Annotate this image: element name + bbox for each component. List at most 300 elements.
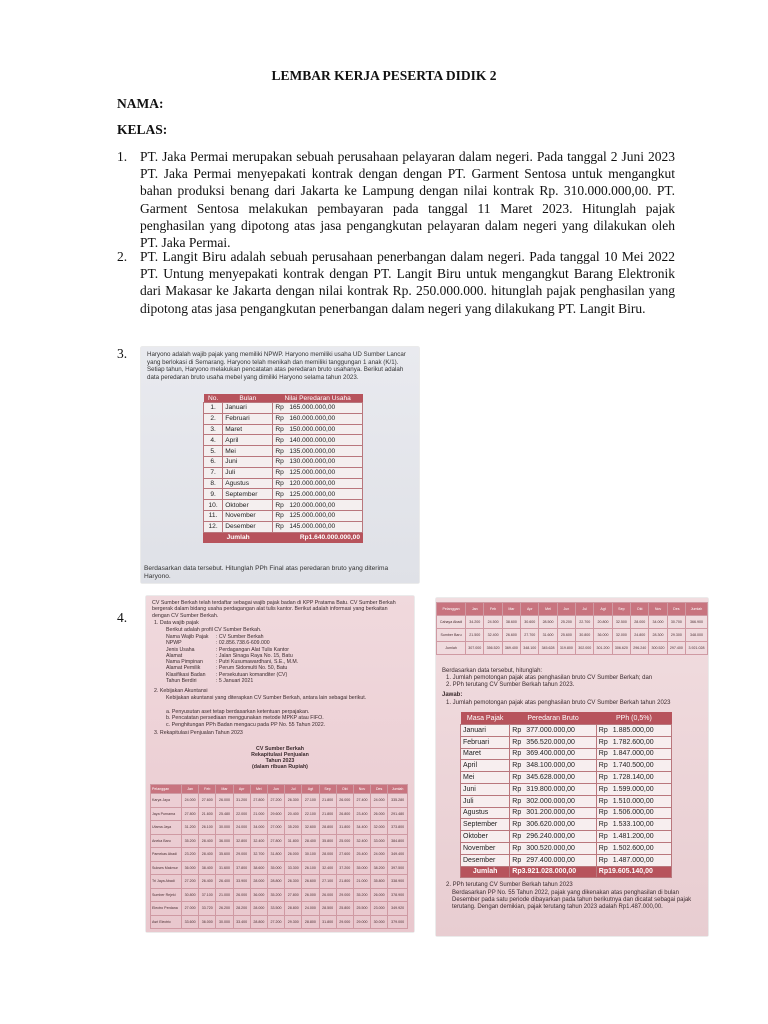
table-row xyxy=(461,725,672,737)
pph-value: 1.487.000,00 xyxy=(612,856,654,864)
rp-label: Rp xyxy=(598,821,608,829)
table-cell: 24.800 xyxy=(631,629,649,642)
question-3-number: 3. xyxy=(117,346,128,361)
rp-label: Rp xyxy=(512,738,522,746)
total-label: Jumlah xyxy=(204,532,273,543)
table-row xyxy=(437,642,708,655)
question-text: PT. Jaka Permai merupakan sebuah perusahaan pelayaran dalam negeri. Pada tanggal 2 Juni 2023 PT. Jaka Permai menyepakati kontrak dengan dengan PT. Garment Sentosa untuk mengangkut bahan produksi benang dari Jakarta ke Lampung dengan nilai kontrak Rp. 310.000.000,00. PT. Garment Sentosa melakukan pembayaran pada tanggal 11 Maret 2023. Hitunglah pajak penghasilan yang dipotong atas jasa pengangkutan pelayaran dalam negeri yang dilakukan oleh PT. Jaka Permai. xyxy=(140,149,675,251)
table-cell: 369.400 xyxy=(502,642,520,655)
rp-label: Rp xyxy=(598,844,608,852)
table-header xyxy=(437,603,708,616)
rekap-title: CV Sumber Berkah xyxy=(256,746,304,752)
row-pph xyxy=(596,795,671,807)
table-cell: 31.200 xyxy=(182,821,199,835)
row-bulan: September xyxy=(223,489,273,500)
table-cell: 356.520 xyxy=(484,642,502,655)
row-no: 5. xyxy=(204,446,223,457)
table-row xyxy=(151,915,408,929)
table-cell: 24.000 xyxy=(371,848,388,862)
header-cell: Jan xyxy=(182,785,199,794)
table-cell: 33.400 xyxy=(233,915,250,929)
row-nilai: 150.000.000,00 xyxy=(287,424,362,435)
rekap-table-continued xyxy=(436,602,708,655)
table-cell: 26.000 xyxy=(285,848,302,862)
table-cell: 32.000 xyxy=(371,821,388,835)
table-row xyxy=(437,616,708,629)
bruto-value: 300.520.000,00 xyxy=(526,844,575,852)
pph-value: 1.506.000,00 xyxy=(612,809,654,817)
table-cell: 29.300 xyxy=(667,629,685,642)
table-cell: 28.000 xyxy=(319,848,336,862)
row-bulan: Mei xyxy=(223,446,273,457)
row-pph xyxy=(596,748,671,760)
table-cell: 30.000 xyxy=(216,821,233,835)
rp-label: Rp xyxy=(598,797,608,805)
table-cell: 34.200 xyxy=(466,616,484,629)
table-cell: 30.700 xyxy=(667,616,685,629)
section-2-sub: Kebijakan akuntansi yang diterapkan CV Sumber Berkah, antara lain sebagai berikut. xyxy=(166,695,367,701)
table-cell: 26.000 xyxy=(371,807,388,821)
table-cell: 26.000 xyxy=(233,888,250,902)
table-header xyxy=(204,394,363,403)
rp-label: Rp xyxy=(512,785,522,793)
table-cell: 28.800 xyxy=(285,902,302,916)
table-cell: 30.100 xyxy=(302,848,319,862)
row-bulan: Agustus xyxy=(223,478,273,489)
question-1 xyxy=(117,148,675,251)
row-rp: Rp xyxy=(273,403,288,414)
row-bruto xyxy=(510,736,596,748)
table-cell: 21.800 xyxy=(319,794,336,808)
table-cell: 21.000 xyxy=(216,888,233,902)
table-cell: 27.100 xyxy=(319,875,336,889)
page-title: LEMBAR KERJA PESERTA DIDIK 2 xyxy=(271,68,497,83)
row-masa: Januari xyxy=(461,725,510,737)
section-3-title: 3. Rekapitulasi Penjualan Tahun 2023 xyxy=(154,730,243,736)
total-bruto: Rp3.921.028.000,00 xyxy=(510,866,596,878)
row-bulan: April xyxy=(223,435,273,446)
bruto-value: 301.200.000,00 xyxy=(526,809,575,817)
table-cell: 26.100 xyxy=(302,861,319,875)
photo-intro-text: Haryono adalah wajib pajak yang memiliki NPWP. Haryono memiliki usaha UD Sumber Lancar yang berlokasi di Semarang. Haryono telah menikah dan memiliki tanggungan 1 anak (K/1). Setiap tahun, Haryono melakukan pencatatan atas peredaran bruto usahanya. Berikut adalah data peredaran bruto usaha mebel yang dimiliki Haryono selama tahun 2023. xyxy=(147,351,406,381)
rp-label: Rp xyxy=(598,762,608,770)
table-row xyxy=(204,478,363,489)
rp-label: Rp xyxy=(512,762,522,770)
table-cell: 28.800 xyxy=(250,915,267,929)
table-cell: Jaya Purnama xyxy=(151,807,182,821)
policy-list xyxy=(166,709,325,728)
table-row xyxy=(461,831,672,843)
table-cell: 30.800 xyxy=(182,888,199,902)
table-cell: 26.400 xyxy=(216,875,233,889)
table-row xyxy=(204,424,363,435)
row-rp: Rp xyxy=(273,456,288,467)
table-cell: 32.000 xyxy=(612,629,630,642)
bruto-value: 302.000.000,00 xyxy=(526,797,575,805)
table-row xyxy=(204,413,363,424)
rp-label: Rp xyxy=(598,738,608,746)
row-nilai: 135.000.000,00 xyxy=(287,446,362,457)
table-cell: 37.200 xyxy=(336,861,353,875)
rp-label: Rp xyxy=(512,726,522,734)
table-cell: Sumber Baru xyxy=(437,629,466,642)
table-cell: 31.800 xyxy=(285,834,302,848)
table-cell: Tri Jaya Abadi xyxy=(151,875,182,889)
header-cell: Pelanggan xyxy=(437,603,466,616)
profile-key: Nama Pimpinan xyxy=(166,659,203,666)
table-cell: 349.400 xyxy=(388,848,408,862)
table-cell: 345.628 xyxy=(539,642,557,655)
row-no: 2. xyxy=(204,413,223,424)
pph-value: 1.481.200,00 xyxy=(612,833,654,841)
intro-text: Berdasarkan data tersebut, hitunglah: xyxy=(442,668,543,674)
row-rp: Rp xyxy=(273,510,288,521)
table-cell: 28.800 xyxy=(267,875,284,889)
table-cell: 24.000 xyxy=(371,794,388,808)
policy-item: c. Penghitungan PPh Badan mengacu pada PP No. 55 Tahun 2022. xyxy=(166,721,326,728)
table-cell: 35.200 xyxy=(267,888,284,902)
row-bulan: Januari xyxy=(223,403,273,414)
header-cell: Sep xyxy=(612,603,630,616)
table-header xyxy=(151,785,408,794)
row-rp: Rp xyxy=(273,467,288,478)
table-cell: 35.800 xyxy=(319,834,336,848)
row-rp: Rp xyxy=(273,435,288,446)
table-cell: 33.300 xyxy=(285,861,302,875)
table-row xyxy=(461,772,672,784)
table-cell: 32.600 xyxy=(302,821,319,835)
table-cell: 27.200 xyxy=(267,915,284,929)
table-cell: 301.200 xyxy=(594,642,612,655)
header-cell: Nov xyxy=(353,785,370,794)
rp-label: Rp xyxy=(598,726,608,734)
rp-label: Rp xyxy=(512,750,522,758)
profile-value: : 02.856.738.6-609.000 xyxy=(216,640,270,647)
table-cell: Cahaya Abadi xyxy=(437,616,466,629)
table-cell: 31.600 xyxy=(539,629,557,642)
table-cell: 27.800 xyxy=(182,807,199,821)
row-pph xyxy=(596,760,671,772)
header-cell: Okt xyxy=(336,785,353,794)
header-cell: Jul xyxy=(576,603,594,616)
profile-value: : Putri Kusumawardhani, S.E., M.M. xyxy=(216,659,299,666)
row-bulan: Maret xyxy=(223,424,273,435)
table-cell: 29.000 xyxy=(353,915,370,929)
table-cell: 21.500 xyxy=(466,629,484,642)
table-cell: 38.400 xyxy=(199,861,216,875)
section-1-sub: Berikut adalah profil CV Sumber Berkah. xyxy=(166,627,262,633)
row-nilai: 125.000.000,00 xyxy=(287,489,362,500)
pph-value: 1.533.100,00 xyxy=(612,821,654,829)
row-no: 12. xyxy=(204,521,223,532)
header-cell: Mar xyxy=(216,785,233,794)
table-row xyxy=(151,875,408,889)
header-cell: Agt xyxy=(302,785,319,794)
table-cell: 302.000 xyxy=(576,642,594,655)
row-no: 10. xyxy=(204,500,223,511)
row-no: 6. xyxy=(204,456,223,467)
table-cell: 335.280 xyxy=(388,794,408,808)
table-cell: 29.000 xyxy=(336,915,353,929)
total-label: Jumlah xyxy=(461,866,510,878)
profile-key: Klasifikasi Badan xyxy=(166,671,206,678)
table-cell: Pamekas Abadi xyxy=(151,848,182,862)
table-cell: 26.400 xyxy=(199,875,216,889)
table-row xyxy=(204,456,363,467)
table-row xyxy=(151,821,408,835)
photo-question-text: Berdasarkan data tersebut. Hitunglah PPh Final atas peredaran bruto yang diterima Haryono. xyxy=(144,565,389,580)
rp-label: Rp xyxy=(512,809,522,817)
row-nilai: 120.000.000,00 xyxy=(287,500,362,511)
table-cell: 26.800 xyxy=(336,807,353,821)
pph-value: 1.510.000,00 xyxy=(612,797,654,805)
row-no: 1. xyxy=(204,403,223,414)
table-cell: 26.000 xyxy=(216,794,233,808)
table-cell: 27.200 xyxy=(182,875,199,889)
header-cell: Pelanggan xyxy=(151,785,182,794)
table-cell: 3.921.028 xyxy=(686,642,708,655)
table-header xyxy=(461,712,672,725)
row-nilai: 140.000.000,00 xyxy=(287,435,362,446)
row-rp: Rp xyxy=(273,446,288,457)
table-cell: 26.600 xyxy=(502,629,520,642)
table-cell: 24.000 xyxy=(302,902,319,916)
header-cell: Feb xyxy=(199,785,216,794)
table-cell: 25.800 xyxy=(336,902,353,916)
table-row xyxy=(151,834,408,848)
rp-label: Rp xyxy=(598,750,608,758)
table-cell: 29.000 xyxy=(233,848,250,862)
table-row xyxy=(461,736,672,748)
table-cell: 384.800 xyxy=(388,834,408,848)
table-row xyxy=(461,760,672,772)
table-cell: 31.800 xyxy=(319,915,336,929)
jawab-label: Jawab: xyxy=(442,692,463,698)
table-row xyxy=(204,500,363,511)
table-cell: 27.400 xyxy=(353,794,370,808)
table-cell: 379.000 xyxy=(388,915,408,929)
rp-label: Rp xyxy=(598,856,608,864)
row-rp: Rp xyxy=(273,500,288,511)
profile-row xyxy=(166,678,298,684)
table-cell: 21.800 xyxy=(336,875,353,889)
table-row xyxy=(151,794,408,808)
rp-label: Rp xyxy=(598,833,608,841)
table-cell: 30.000 xyxy=(216,915,233,929)
table-row xyxy=(204,435,363,446)
header-cell: Jan xyxy=(466,603,484,616)
row-masa: Desember xyxy=(461,854,510,866)
question-text: PT. Langit Biru adalah sebuah perusahaan penerbangan dalam negeri. Pada tanggal 10 Mei 2022 PT. Untung menyepakati kontrak dengan PT. Langit Biru untuk mengangkut Barang Elektronik dari Makasar ke Jakarta dengan nilai kontrak Rp. 250.000.000. hitunglah pajak penghasilan yang dipotong atas jasa pengangkutan penerbangan dalam negeri yang dilakukang PT. Langit Biru. xyxy=(140,249,675,316)
row-bruto xyxy=(510,807,596,819)
table-cell: 25.500 xyxy=(353,902,370,916)
table-cell: 26.000 xyxy=(319,888,336,902)
rekap-sub1: Rekapitulasi Penjualan xyxy=(251,752,309,758)
header-cell: Jumlah xyxy=(686,603,708,616)
table-row xyxy=(204,467,363,478)
table-cell: 373.800 xyxy=(388,821,408,835)
row-masa: Juli xyxy=(461,795,510,807)
row-masa: Mei xyxy=(461,772,510,784)
row-bulan: Februari xyxy=(223,413,273,424)
table-cell: 397.500 xyxy=(388,861,408,875)
table-cell: 27.700 xyxy=(521,629,539,642)
total-row xyxy=(461,866,672,878)
profile-key: Alamat Pemilik xyxy=(166,665,201,672)
row-bulan: Juni xyxy=(223,456,273,467)
table-cell: 37.100 xyxy=(199,888,216,902)
table-row xyxy=(461,854,672,866)
table-cell: 35.600 xyxy=(216,848,233,862)
table-cell: 36.000 xyxy=(216,834,233,848)
rp-label: Rp xyxy=(512,797,522,805)
table-cell: 30.800 xyxy=(576,629,594,642)
table-cell: 25.480 xyxy=(216,807,233,821)
table-cell: 24.000 xyxy=(233,821,250,835)
table-cell: 33.720 xyxy=(199,902,216,916)
total-value: Rp1.640.000.000,00 xyxy=(273,532,363,543)
profile-key: Alamat xyxy=(166,652,183,659)
answer-2-text: Berdasarkan PP No. 55 Tahun 2022, pajak yang dikenakan atas penghasilan di bulan Desember pada satu periode dibayarkan pada tahun berikutnya dan dicatat sebagai pajak terutang. Dengan demikian, pajak terutang tahun 2023 adalah Rp1.487.000,00. xyxy=(452,890,692,911)
rp-label: Rp xyxy=(598,785,608,793)
table-cell: 33.000 xyxy=(371,834,388,848)
header-cell: Jun xyxy=(557,603,575,616)
row-bruto xyxy=(510,842,596,854)
table-cell: 28.800 xyxy=(302,915,319,929)
table-row xyxy=(204,403,363,414)
row-nilai: 120.000.000,00 xyxy=(287,478,362,489)
table-cell: 36.000 xyxy=(182,861,199,875)
row-rp: Rp xyxy=(273,424,288,435)
header-cell: Jun xyxy=(267,785,284,794)
table-cell: 28.300 xyxy=(649,629,667,642)
pph-value: 1.740.500,00 xyxy=(612,762,654,770)
pph-table xyxy=(460,712,672,878)
table-cell: 28.200 xyxy=(233,902,250,916)
table-cell: Aneka Baru xyxy=(151,834,182,848)
table-cell: 348.000 xyxy=(686,629,708,642)
header-cell: Okt xyxy=(631,603,649,616)
profile-value: : 5 Januari 2021 xyxy=(216,678,254,685)
header-cell: Des xyxy=(667,603,685,616)
pph-value: 1.502.600,00 xyxy=(612,844,654,852)
table-cell: 37.800 xyxy=(233,861,250,875)
profile-key: NPWP xyxy=(166,640,182,647)
table-cell: 35.200 xyxy=(285,821,302,835)
row-masa: Agustus xyxy=(461,807,510,819)
table-cell: 26.000 xyxy=(336,794,353,808)
profile-key: Tahun Berdiri xyxy=(166,678,197,685)
table-cell: 32.400 xyxy=(250,834,267,848)
table-row xyxy=(151,888,408,902)
policy-item: b. Pencatatan persediaan menggunakan metode MPKP atau FIFO. xyxy=(166,715,324,722)
bruto-value: 348.100.000,00 xyxy=(526,762,575,770)
table-cell: 349.920 xyxy=(388,902,408,916)
table-row xyxy=(461,795,672,807)
table-cell: 26.200 xyxy=(216,902,233,916)
header-cell: Apr xyxy=(233,785,250,794)
row-nilai: 125.000.000,00 xyxy=(287,467,362,478)
table-row xyxy=(461,807,672,819)
bruto-value: 377.000.000,00 xyxy=(526,726,575,734)
row-masa: April xyxy=(461,760,510,772)
row-pph xyxy=(596,854,671,866)
table-cell: 28.000 xyxy=(631,616,649,629)
row-no: 4. xyxy=(204,435,223,446)
policy-item: a. Penyusutan aset tetap berdasarkan ketentuan perpajakan. xyxy=(166,709,310,715)
table-cell: 29.000 xyxy=(336,888,353,902)
table-cell: 32.400 xyxy=(319,861,336,875)
table-cell: 25.400 xyxy=(353,848,370,862)
total-pph: Rp19.605.140,00 xyxy=(596,866,671,878)
table-cell: 27.000 xyxy=(267,821,284,835)
header-cell: Feb xyxy=(484,603,502,616)
table-cell: 29.600 xyxy=(267,807,284,821)
table-cell: 27.600 xyxy=(199,794,216,808)
row-pph xyxy=(596,831,671,843)
table-cell: 21.600 xyxy=(199,807,216,821)
rp-label: Rp xyxy=(598,774,608,782)
profile-value: : CV Sumber Berkah xyxy=(216,634,264,640)
row-masa: Februari xyxy=(461,736,510,748)
question-3-photo xyxy=(141,347,419,583)
bruto-value: 356.520.000,00 xyxy=(526,738,575,746)
table-cell: 28.000 xyxy=(250,875,267,889)
table-cell: 31.800 xyxy=(336,821,353,835)
header-cell: Mei xyxy=(539,603,557,616)
table-cell: 34.000 xyxy=(250,821,267,835)
bruto-value: 306.620.000,00 xyxy=(526,821,575,829)
pph-value: 1.847.000,00 xyxy=(612,750,654,758)
bruto-value: 319.800.000,00 xyxy=(526,785,575,793)
table-cell: 34.000 xyxy=(649,616,667,629)
table-cell: Electro Perdana xyxy=(151,902,182,916)
peredaran-usaha-table xyxy=(203,394,363,543)
task-2: 2. PPh terutang CV Sumber Berkah tahun 2023. xyxy=(446,682,575,688)
profile-list xyxy=(166,634,298,684)
task-1: 1. Jumlah pemotongan pajak atas penghasilan bruto CV Sumber Berkah; dan xyxy=(446,675,653,681)
header-cell: Des xyxy=(371,785,388,794)
table-cell: 22.000 xyxy=(233,807,250,821)
rp-label: Rp xyxy=(512,833,522,841)
row-bruto xyxy=(510,783,596,795)
table-cell: 306.620 xyxy=(612,642,630,655)
profile-key: Nama Wajib Pajak xyxy=(166,634,209,640)
row-bruto xyxy=(510,819,596,831)
table-cell: 28.400 xyxy=(302,834,319,848)
table-cell: 20.800 xyxy=(594,616,612,629)
question-4-photo-right xyxy=(436,598,708,936)
row-pph xyxy=(596,783,671,795)
table-cell: 291.480 xyxy=(388,807,408,821)
row-bruto xyxy=(510,795,596,807)
row-no: 9. xyxy=(204,489,223,500)
row-rp: Rp xyxy=(273,413,288,424)
row-no: 8. xyxy=(204,478,223,489)
intro-text: CV Sumber Berkah telah terdaftar sebagai wajib pajak badan di KPP Pratama Batu. CV Sumber Berkah bergerak dalam bidang usaha perdagangan alat tulis kantor. Berikut adalah informasi yang berkaitan dengan CV Sumber Berkah. xyxy=(152,600,396,619)
table-cell: 28.000 xyxy=(250,902,267,916)
table-cell: 26.600 xyxy=(302,875,319,889)
question-number: 2. xyxy=(117,249,128,264)
table-cell: Sukses Makmur xyxy=(151,861,182,875)
rekap-sub3: (dalam ribuan Rupiah) xyxy=(252,764,308,770)
table-cell: 27.200 xyxy=(267,794,284,808)
rekap-table xyxy=(150,784,408,929)
table-cell: 28.800 xyxy=(319,821,336,835)
profile-key: Jenis Usaha xyxy=(166,646,195,653)
table-cell: Utama Jaya xyxy=(151,821,182,835)
table-cell: 22.700 xyxy=(576,616,594,629)
